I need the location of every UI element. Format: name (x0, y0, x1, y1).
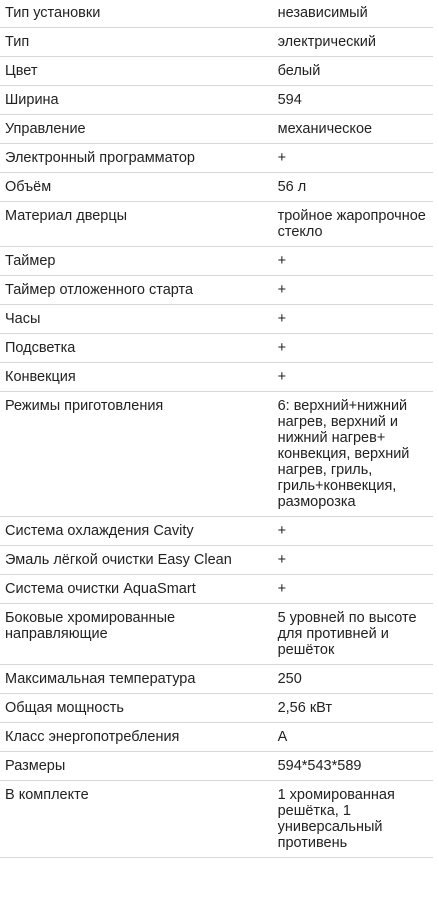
spec-row-color (0, 57, 433, 86)
spec-label: Управление (0, 115, 270, 144)
spec-value: белый (270, 57, 433, 86)
spec-label: Тип (0, 28, 270, 57)
spec-value: 2,56 кВт (270, 694, 433, 723)
spec-row-energy-class (0, 723, 433, 752)
spec-value: + (270, 144, 433, 173)
spec-value: тройное жаропрочное стекло (270, 202, 433, 247)
spec-label: Цвет (0, 57, 270, 86)
spec-label: Часы (0, 305, 270, 334)
spec-label: Ширина (0, 86, 270, 115)
spec-value: независимый (270, 0, 433, 28)
spec-value: + (270, 575, 433, 604)
spec-row-aquasmart (0, 575, 433, 604)
spec-value: + (270, 276, 433, 305)
spec-label: Тип установки (0, 0, 270, 28)
spec-value: 6: верхний+нижний нагрев, верхний и нижний нагрев+ конвекция, верхний нагрев, гриль, гриль+конвекция, разморозка (270, 392, 433, 517)
spec-label: Система охлаждения Cavity (0, 517, 270, 546)
spec-row-timer (0, 247, 433, 276)
spec-value: электрический (270, 28, 433, 57)
spec-row-side-guides (0, 604, 433, 665)
spec-label: Конвекция (0, 363, 270, 392)
spec-row-total-power (0, 694, 433, 723)
spec-label: Таймер (0, 247, 270, 276)
spec-value: А (270, 723, 433, 752)
spec-row-package-contents (0, 781, 433, 858)
spec-value: 250 (270, 665, 433, 694)
spec-row-clock (0, 305, 433, 334)
spec-label: Материал дверцы (0, 202, 270, 247)
spec-row-cooking-modes (0, 392, 433, 517)
spec-row-door-material (0, 202, 433, 247)
spec-label: Общая мощность (0, 694, 270, 723)
spec-label: Режимы приготовления (0, 392, 270, 517)
spec-row-delayed-start-timer (0, 276, 433, 305)
spec-label: Объём (0, 173, 270, 202)
spec-row-easy-clean-enamel (0, 546, 433, 575)
spec-label: Размеры (0, 752, 270, 781)
spec-value: + (270, 334, 433, 363)
spec-label: Максимальная температура (0, 665, 270, 694)
spec-row-cooling-system (0, 517, 433, 546)
spec-label: Эмаль лёгкой очистки Easy Clean (0, 546, 270, 575)
spec-row-volume (0, 173, 433, 202)
spec-row-dimensions (0, 752, 433, 781)
spec-value: + (270, 546, 433, 575)
spec-label: Таймер отложенного старта (0, 276, 270, 305)
spec-row-max-temperature (0, 665, 433, 694)
spec-value: 1 хромированная решётка, 1 универсальный противень (270, 781, 433, 858)
spec-label: Класс энергопотребления (0, 723, 270, 752)
spec-label: Система очистки AquaSmart (0, 575, 270, 604)
spec-label: В комплекте (0, 781, 270, 858)
spec-label: Подсветка (0, 334, 270, 363)
spec-value: 594 (270, 86, 433, 115)
spec-row-install-type (0, 0, 433, 28)
spec-label: Боковые хромированные направляющие (0, 604, 270, 665)
spec-value: + (270, 305, 433, 334)
spec-value: + (270, 363, 433, 392)
spec-row-electronic-programmer (0, 144, 433, 173)
spec-value: + (270, 247, 433, 276)
spec-row-lighting (0, 334, 433, 363)
spec-row-convection (0, 363, 433, 392)
spec-value: + (270, 517, 433, 546)
spec-row-control (0, 115, 433, 144)
spec-value: 56 л (270, 173, 433, 202)
spec-value: 594*543*589 (270, 752, 433, 781)
spec-value: механическое (270, 115, 433, 144)
spec-value: 5 уровней по высоте для противней и решёток (270, 604, 433, 665)
spec-label: Электронный программатор (0, 144, 270, 173)
spec-row-type (0, 28, 433, 57)
spec-row-width (0, 86, 433, 115)
